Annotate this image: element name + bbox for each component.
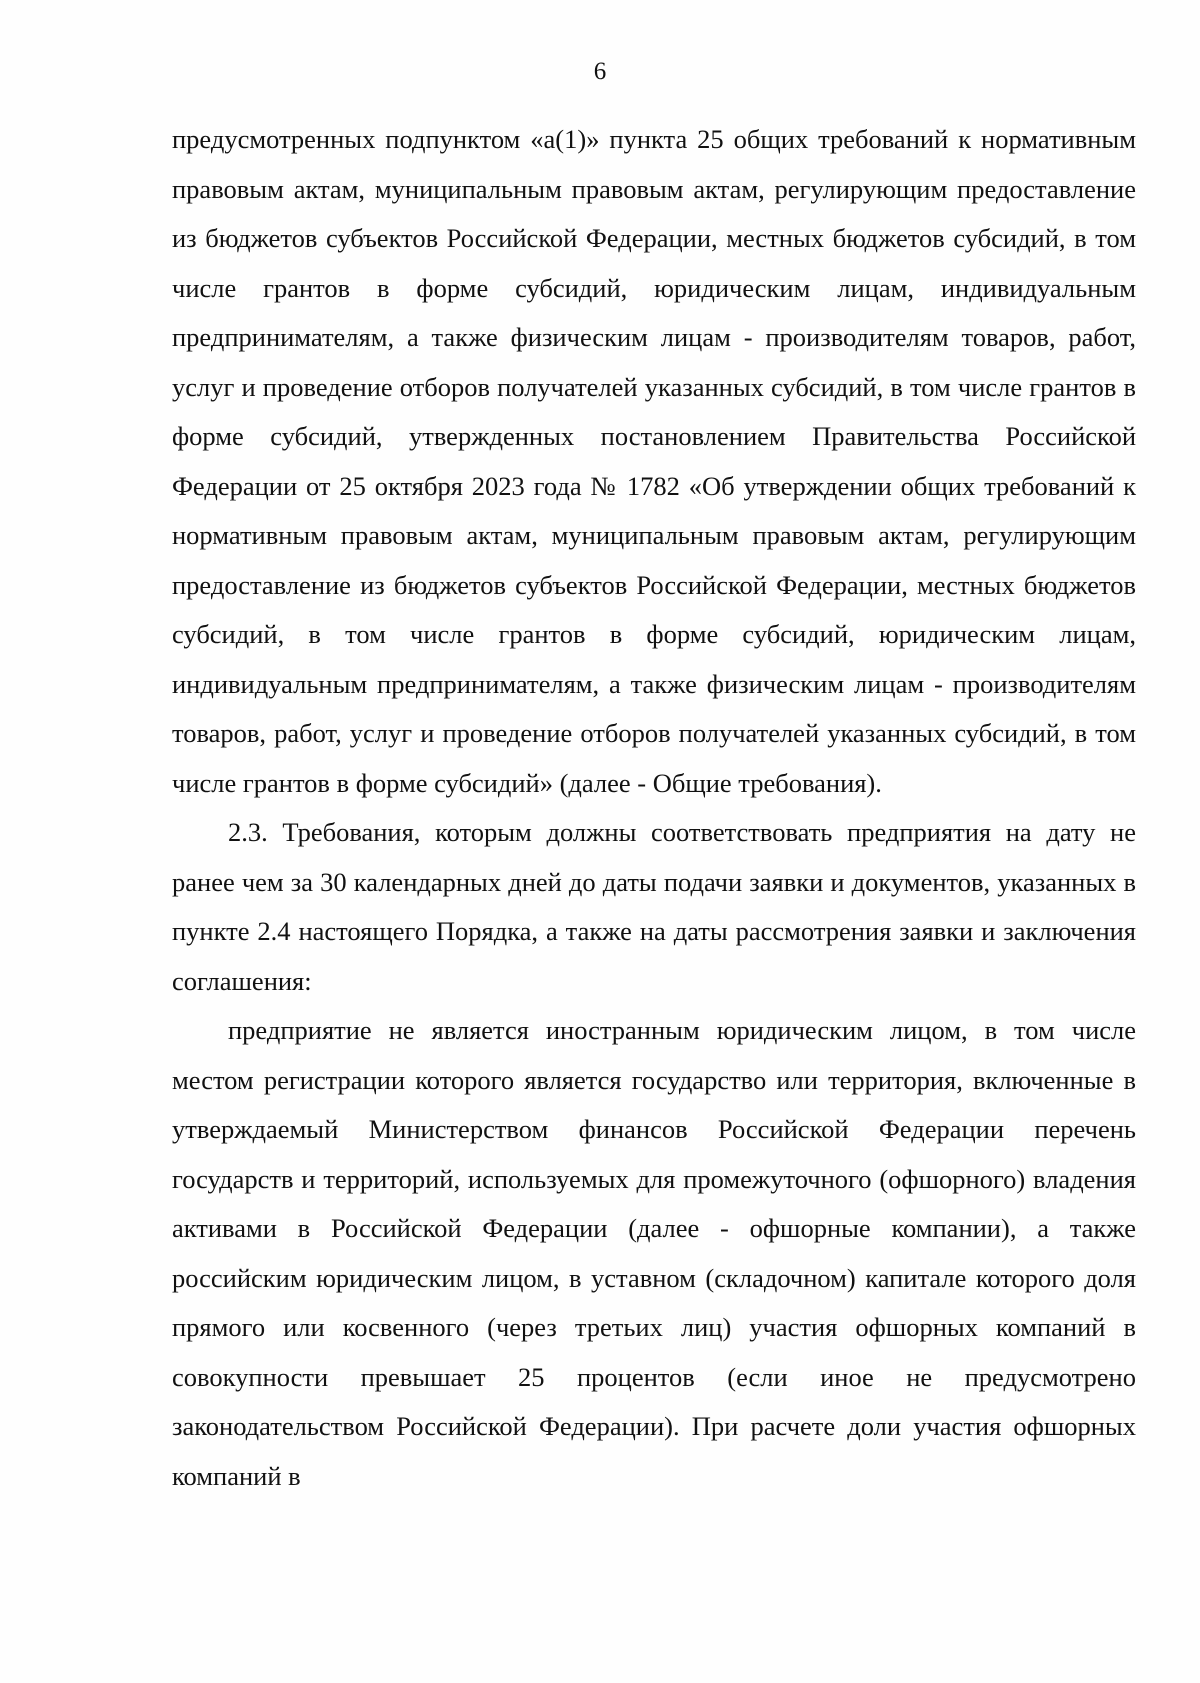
page-number: 6 — [593, 58, 607, 85]
paragraph-continuation: предусмотренных подпунктом «а(1)» пункта 25 общих требований к нормативным правовым актам, муниципальным правовым актам, регулирующим предоставление из бюджетов субъектов Российской Федерации, местных бюджетов субсидий, в том числе грантов в форме субсидий, юридическим лицам, индивидуальным предпринимателям, а также физическим лицам - производителям товаров, работ, услуг и проведение отборов получателей указанных субсидий, в том числе грантов в форме субсидий, утвержденных постановлением Правительства Российской Федерации от 25 октября 2023 года № 1782 «Об утверждении общих требований к нормативным правовым актам, муниципальным правовым актам, регулирующим предоставление из бюджетов субъектов Российской Федерации, местных бюджетов субсидий, в том числе грантов в форме субсидий, юридическим лицам, индивидуальным предпринимателям, а также физическим лицам - производителям товаров, работ, услуг и проведение отборов получателей указанных субсидий, в том числе грантов в форме субсидий» (далее - Общие требования). — [172, 124, 1136, 798]
paragraph-offshore-condition: предприятие не является иностранным юридическим лицом, в том числе местом регистрации которого является государство или территория, включенные в утверждаемый Министерством финансов Российской Федерации перечень государств и территорий, используемых для промежуточного (офшорного) владения активами в Российской Федерации (далее - офшорные компании), а также российским юридическим лицом, в уставном (складочном) капитале которого доля прямого или косвенного (через третьих лиц) участия офшорных компаний в совокупности превышает 25 процентов (если иное не предусмотрено законодательством Российской Федерации). При расчете доли участия офшорных компаний в — [172, 1015, 1136, 1491]
paragraph-requirements: 2.3. Требования, которым должны соответствовать предприятия на дату не ранее чем за 30 календарных дней до даты подачи заявки и документов, указанных в пункте 2.4 настоящего Порядка, а также на даты рассмотрения заявки и заключения соглашения: — [172, 817, 1136, 996]
document-body — [172, 115, 1136, 1501]
